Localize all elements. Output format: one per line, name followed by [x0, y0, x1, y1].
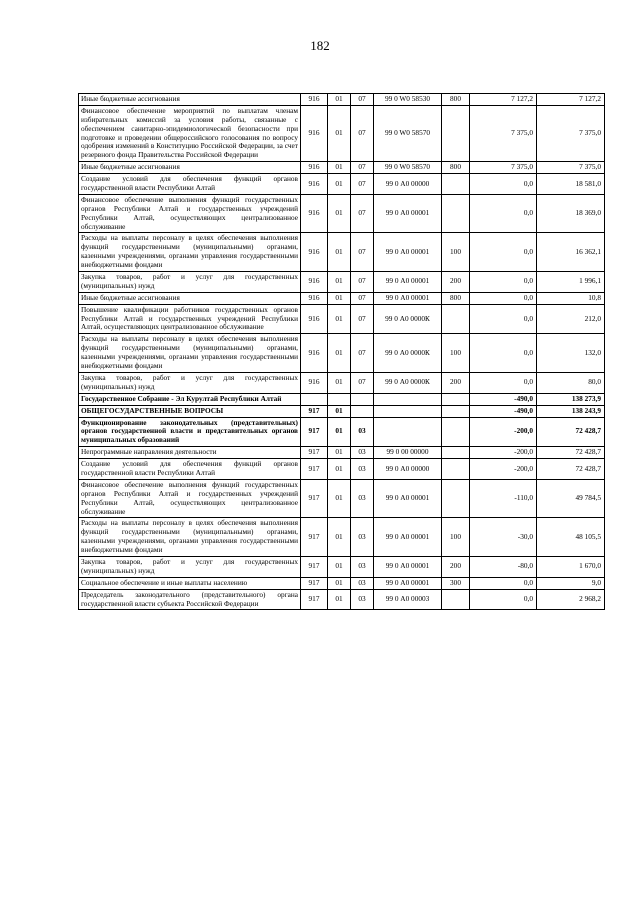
section-code-cell: 01 [328, 372, 351, 393]
subsection-code-cell: 07 [351, 105, 374, 161]
change-amount-cell: 0,0 [470, 334, 537, 373]
subsection-code-cell: 03 [351, 447, 374, 459]
section-code-cell: 01 [328, 272, 351, 293]
table-row [79, 105, 605, 161]
expense-type-cell [442, 417, 470, 447]
change-amount-cell: 0,0 [470, 577, 537, 589]
admin-code-cell: 916 [301, 194, 328, 233]
target-article-cell: 99 0 А0 0000К [374, 372, 442, 393]
section-code-cell: 01 [328, 518, 351, 557]
subsection-code-cell: 03 [351, 459, 374, 480]
row-name-cell: Закупка товаров, работ и услуг для государственных (муниципальных) нужд [79, 272, 301, 293]
change-amount-cell: 0,0 [470, 194, 537, 233]
table-row [79, 589, 605, 610]
table-row [79, 174, 605, 195]
expense-type-cell [442, 479, 470, 518]
target-article-cell: 99 0 А0 00001 [374, 577, 442, 589]
change-amount-cell: -490,0 [470, 393, 537, 405]
total-amount-cell: 48 105,5 [537, 518, 605, 557]
row-name-cell: Закупка товаров, работ и услуг для государственных (муниципальных) нужд [79, 556, 301, 577]
admin-code-cell: 917 [301, 405, 328, 417]
target-article-cell [374, 405, 442, 417]
subsection-code-cell: 03 [351, 479, 374, 518]
total-amount-cell: 72 428,7 [537, 417, 605, 447]
expense-type-cell [442, 405, 470, 417]
section-code-cell: 01 [328, 105, 351, 161]
change-amount-cell: 7 375,0 [470, 105, 537, 161]
admin-code-cell [301, 393, 328, 405]
row-name-cell: Создание условий для обеспечения функций органов государственной власти Республики Алтай [79, 459, 301, 480]
expense-type-cell [442, 194, 470, 233]
subsection-code-cell: 03 [351, 518, 374, 557]
target-article-cell: 99 0 А0 00000 [374, 174, 442, 195]
total-amount-cell: 18 581,0 [537, 174, 605, 195]
row-name-cell: Расходы на выплаты персоналу в целях обеспечения выполнения функций государственными (муниципальными) органами, казенными учреждениями, органами управления государственными внебюджетными фондами [79, 518, 301, 557]
change-amount-cell: 0,0 [470, 589, 537, 610]
total-amount-cell: 7 375,0 [537, 162, 605, 174]
target-article-cell [374, 417, 442, 447]
total-amount-cell: 2 968,2 [537, 589, 605, 610]
row-name-cell: ОБЩЕГОСУДАРСТВЕННЫЕ ВОПРОСЫ [79, 405, 301, 417]
row-name-cell: Иные бюджетные ассигнования [79, 94, 301, 106]
section-code-cell: 01 [328, 447, 351, 459]
change-amount-cell: 0,0 [470, 233, 537, 272]
table-row [79, 162, 605, 174]
expense-type-cell [442, 393, 470, 405]
subsection-code-cell: 07 [351, 194, 374, 233]
table-row [79, 94, 605, 106]
row-name-cell: Закупка товаров, работ и услуг для государственных (муниципальных) нужд [79, 372, 301, 393]
expense-type-cell [442, 304, 470, 334]
total-amount-cell: 10,8 [537, 292, 605, 304]
change-amount-cell: 0,0 [470, 372, 537, 393]
subsection-code-cell: 07 [351, 174, 374, 195]
subsection-code-cell: 03 [351, 577, 374, 589]
row-name-cell: Создание условий для обеспечения функций органов государственной власти Республики Алтай [79, 174, 301, 195]
expense-type-cell: 200 [442, 272, 470, 293]
total-amount-cell: 16 362,1 [537, 233, 605, 272]
admin-code-cell: 916 [301, 105, 328, 161]
section-code-cell: 01 [328, 292, 351, 304]
row-name-cell: Финансовое обеспечение выполнения функций государственных органов Республики Алтай и государственных учреждений Республики Алтай, осуществляющих централизованное обслуживание [79, 479, 301, 518]
total-amount-cell: 18 369,0 [537, 194, 605, 233]
table-row [79, 417, 605, 447]
row-name-cell: Непрограммные направления деятельности [79, 447, 301, 459]
expense-type-cell: 100 [442, 233, 470, 272]
page-number: 182 [310, 38, 330, 53]
admin-code-cell: 917 [301, 447, 328, 459]
change-amount-cell: 0,0 [470, 174, 537, 195]
subsection-code-cell [351, 393, 374, 405]
change-amount-cell: -200,0 [470, 417, 537, 447]
admin-code-cell: 916 [301, 292, 328, 304]
row-name-cell: Социальное обеспечение и иные выплаты населению [79, 577, 301, 589]
subsection-code-cell: 07 [351, 162, 374, 174]
subsection-code-cell: 03 [351, 556, 374, 577]
admin-code-cell: 916 [301, 272, 328, 293]
row-name-cell: Иные бюджетные ассигнования [79, 162, 301, 174]
expense-type-cell: 300 [442, 577, 470, 589]
section-code-cell: 01 [328, 405, 351, 417]
subsection-code-cell: 07 [351, 94, 374, 106]
expense-type-cell: 800 [442, 162, 470, 174]
row-name-cell: Расходы на выплаты персоналу в целях обеспечения выполнения функций государственными (муниципальными) органами, казенными учреждениями, органами управления государственными внебюджетными фондами [79, 233, 301, 272]
admin-code-cell: 917 [301, 577, 328, 589]
target-article-cell: 99 0 А0 00001 [374, 292, 442, 304]
budget-table-body [79, 94, 605, 610]
total-amount-cell: 132,0 [537, 334, 605, 373]
table-row [79, 577, 605, 589]
expense-type-cell: 200 [442, 372, 470, 393]
change-amount-cell: 7 375,0 [470, 162, 537, 174]
admin-code-cell: 916 [301, 304, 328, 334]
section-code-cell: 01 [328, 556, 351, 577]
change-amount-cell: -200,0 [470, 459, 537, 480]
subsection-code-cell: 03 [351, 589, 374, 610]
change-amount-cell: -30,0 [470, 518, 537, 557]
expense-type-cell [442, 174, 470, 195]
target-article-cell: 99 0 W0 58570 [374, 162, 442, 174]
subsection-code-cell: 07 [351, 292, 374, 304]
table-row [79, 194, 605, 233]
expense-type-cell: 100 [442, 334, 470, 373]
admin-code-cell: 916 [301, 334, 328, 373]
admin-code-cell: 916 [301, 372, 328, 393]
total-amount-cell: 7 127,2 [537, 94, 605, 106]
change-amount-cell: -490,0 [470, 405, 537, 417]
section-code-cell [328, 393, 351, 405]
admin-code-cell: 917 [301, 556, 328, 577]
section-code-cell: 01 [328, 174, 351, 195]
target-article-cell: 99 0 00 00000 [374, 447, 442, 459]
change-amount-cell: 7 127,2 [470, 94, 537, 106]
section-code-cell: 01 [328, 194, 351, 233]
subsection-code-cell: 07 [351, 304, 374, 334]
row-name-cell: Финансовое обеспечение мероприятий по выплатам членам избирательных комиссий за условия работы, связанные с обеспечением санитарно-эпидемиологической безопасности при подготовке и проведении общероссийского голосования по вопросу одобрения изменений в Конституцию Российской Федерации, за счет резервного фонда Правительства Российской Федерации [79, 105, 301, 161]
expense-type-cell: 800 [442, 94, 470, 106]
admin-code-cell: 917 [301, 417, 328, 447]
change-amount-cell: -80,0 [470, 556, 537, 577]
table-row [79, 233, 605, 272]
subsection-code-cell: 07 [351, 334, 374, 373]
total-amount-cell: 72 428,7 [537, 447, 605, 459]
row-name-cell: Председатель законодательного (представительного) органа государственной власти субъекта Российской Федерации [79, 589, 301, 610]
total-amount-cell: 72 428,7 [537, 459, 605, 480]
table-row [79, 479, 605, 518]
target-article-cell: 99 0 А0 00001 [374, 479, 442, 518]
total-amount-cell: 7 375,0 [537, 105, 605, 161]
target-article-cell: 99 0 А0 0000К [374, 334, 442, 373]
total-amount-cell: 1 670,0 [537, 556, 605, 577]
expense-type-cell: 200 [442, 556, 470, 577]
subsection-code-cell: 07 [351, 272, 374, 293]
admin-code-cell: 916 [301, 233, 328, 272]
row-name-cell: Иные бюджетные ассигнования [79, 292, 301, 304]
expense-type-cell: 800 [442, 292, 470, 304]
target-article-cell: 99 0 А0 00000 [374, 459, 442, 480]
expense-type-cell [442, 447, 470, 459]
section-code-cell: 01 [328, 577, 351, 589]
table-row [79, 334, 605, 373]
total-amount-cell: 1 996,1 [537, 272, 605, 293]
change-amount-cell: -110,0 [470, 479, 537, 518]
total-amount-cell: 212,0 [537, 304, 605, 334]
section-code-cell: 01 [328, 233, 351, 272]
admin-code-cell: 917 [301, 589, 328, 610]
admin-code-cell: 917 [301, 518, 328, 557]
section-code-cell: 01 [328, 162, 351, 174]
expense-type-cell: 100 [442, 518, 470, 557]
table-row [79, 556, 605, 577]
target-article-cell: 99 0 А0 00001 [374, 518, 442, 557]
table-row [79, 518, 605, 557]
expense-type-cell [442, 105, 470, 161]
table-row [79, 447, 605, 459]
row-name-cell: Повышение квалификации работников государственных органов Республики Алтай и государственных учреждений Республики Алтай, осуществляющих централизованное обслуживание [79, 304, 301, 334]
total-amount-cell: 9,0 [537, 577, 605, 589]
admin-code-cell: 917 [301, 479, 328, 518]
budget-table [78, 93, 605, 610]
row-name-cell: Финансовое обеспечение выполнения функций государственных органов Республики Алтай и государственных учреждений Республики Алтай, осуществляющих централизованное обслуживание [79, 194, 301, 233]
admin-code-cell: 916 [301, 94, 328, 106]
subsection-code-cell: 03 [351, 417, 374, 447]
row-name-cell: Функционирование законодательных (представительных) органов государственной власти и представительных органов муниципальных образований [79, 417, 301, 447]
table-row [79, 292, 605, 304]
admin-code-cell: 917 [301, 459, 328, 480]
row-name-cell: Расходы на выплаты персоналу в целях обеспечения выполнения функций государственными (муниципальными) органами, казенными учреждениями, органами управления государственными внебюджетными фондами [79, 334, 301, 373]
total-amount-cell: 138 273,9 [537, 393, 605, 405]
expense-type-cell [442, 589, 470, 610]
target-article-cell: 99 0 А0 00001 [374, 272, 442, 293]
table-row [79, 372, 605, 393]
subsection-code-cell: 07 [351, 233, 374, 272]
section-code-cell: 01 [328, 589, 351, 610]
target-article-cell: 99 0 W0 58570 [374, 105, 442, 161]
section-code-cell: 01 [328, 417, 351, 447]
change-amount-cell: -200,0 [470, 447, 537, 459]
table-row [79, 304, 605, 334]
target-article-cell: 99 0 А0 00001 [374, 556, 442, 577]
target-article-cell: 99 0 W0 58530 [374, 94, 442, 106]
table-row [79, 393, 605, 405]
subsection-code-cell: 07 [351, 372, 374, 393]
total-amount-cell: 138 243,9 [537, 405, 605, 417]
table-row [79, 405, 605, 417]
section-code-cell: 01 [328, 304, 351, 334]
target-article-cell: 99 0 А0 00001 [374, 233, 442, 272]
row-name-cell: Государственное Собрание - Эл Курултай Республики Алтай [79, 393, 301, 405]
target-article-cell: 99 0 А0 0000К [374, 304, 442, 334]
section-code-cell: 01 [328, 334, 351, 373]
total-amount-cell: 80,0 [537, 372, 605, 393]
target-article-cell [374, 393, 442, 405]
target-article-cell: 99 0 А0 00001 [374, 194, 442, 233]
section-code-cell: 01 [328, 94, 351, 106]
expense-type-cell [442, 459, 470, 480]
target-article-cell: 99 0 А0 00003 [374, 589, 442, 610]
change-amount-cell: 0,0 [470, 304, 537, 334]
admin-code-cell: 916 [301, 162, 328, 174]
subsection-code-cell [351, 405, 374, 417]
table-row [79, 272, 605, 293]
admin-code-cell: 916 [301, 174, 328, 195]
section-code-cell: 01 [328, 479, 351, 518]
table-row [79, 459, 605, 480]
total-amount-cell: 49 784,5 [537, 479, 605, 518]
section-code-cell: 01 [328, 459, 351, 480]
change-amount-cell: 0,0 [470, 272, 537, 293]
change-amount-cell: 0,0 [470, 292, 537, 304]
